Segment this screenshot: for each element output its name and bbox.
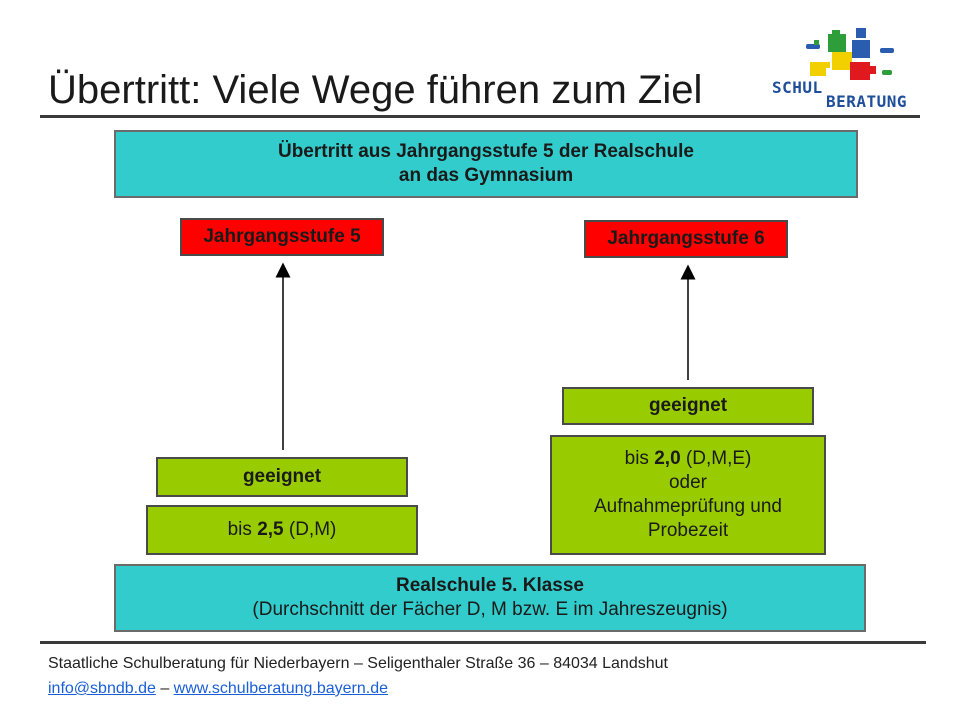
- right-suitable-box: [562, 387, 814, 425]
- footer-divider: [40, 641, 926, 644]
- right-alt-line1: Aufnahmeprüfung und: [593, 496, 783, 517]
- bottom-box-line2: (Durchschnitt der Fächer D, M bzw. E im Jahreszeugnis): [252, 599, 728, 620]
- logo-text-beratung: BERATUNG: [826, 92, 908, 111]
- right-requirement-text: bis 2,0 (D,M,E): [624, 448, 752, 469]
- left-suitable-label: geeignet: [242, 466, 322, 487]
- bottom-realschule-box: [114, 564, 866, 632]
- right-alt-line2: Probezeit: [647, 520, 729, 541]
- target-grade-5-label: Jahrgangsstufe 5: [203, 226, 361, 247]
- left-requirement-text: bis 2,5 (D,M): [227, 519, 337, 540]
- top-box-line2: an das Gymnasium: [398, 165, 574, 186]
- website-link[interactable]: www.schulberatung.bayern.de: [173, 680, 389, 697]
- footer-contact: [48, 680, 388, 698]
- top-box-line1: Übertritt aus Jahrgangsstufe 5 der Realschule: [277, 141, 694, 162]
- footer-address: Staatliche Schulberatung für Niederbayern – Seligenthaler Straße 36 – 84034 Landshut: [48, 655, 668, 672]
- left-suitable-box: [156, 457, 408, 497]
- footer-separator: –: [155, 680, 174, 697]
- right-suitable-label: geeignet: [648, 395, 728, 416]
- logo-text-schul: SCHUL: [772, 78, 823, 97]
- right-or-text: oder: [668, 472, 708, 493]
- email-link[interactable]: info@sbndb.de: [48, 680, 156, 697]
- left-requirement-box: [146, 505, 418, 555]
- right-requirement-box: [550, 435, 826, 555]
- bottom-box-line1: Realschule 5. Klasse: [396, 575, 584, 596]
- page-title: Übertritt: Viele Wege führen zum Ziel: [48, 68, 703, 112]
- target-grade-6-label: Jahrgangsstufe 6: [607, 228, 765, 249]
